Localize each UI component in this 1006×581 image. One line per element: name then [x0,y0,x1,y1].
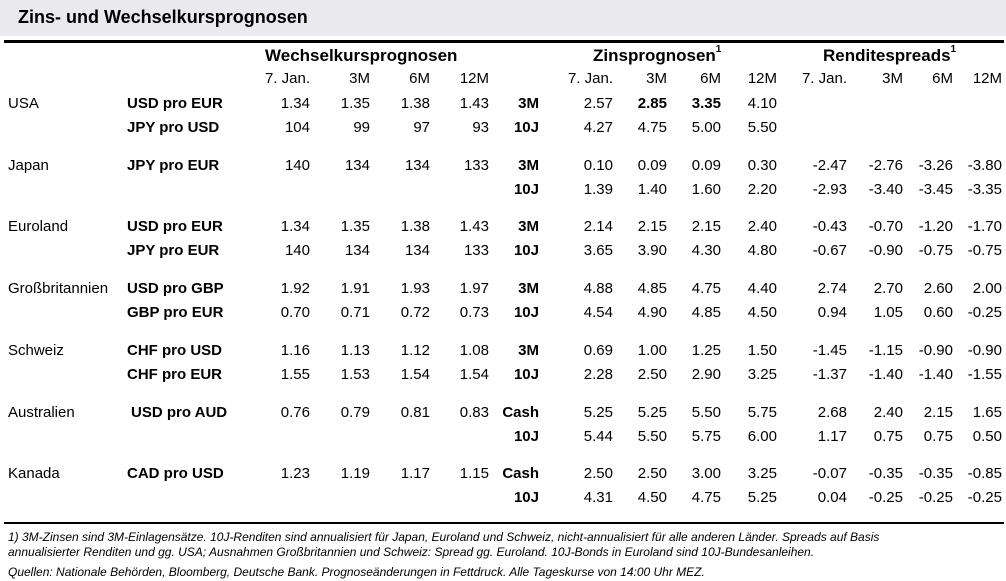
fx-value: 133 [463,242,489,259]
rate-value: 0.10 [583,157,613,174]
spread-value: 2.68 [817,404,847,421]
currency-pair: USD pro EUR [127,218,223,235]
fx-value: 104 [284,119,310,136]
spread-value: 0.94 [817,304,847,321]
rate-value: 5.00 [691,119,721,136]
spread-value: -0.75 [918,242,953,259]
fx-value: 0.72 [400,304,430,321]
page-title: Zins- und Wechselkursprognosen [18,7,308,27]
fx-value: 1.35 [340,218,370,235]
spread-value: -1.55 [967,366,1002,383]
column-header: 6M [409,70,430,87]
footnote-line-1: 1) 3M-Zinsen sind 3M-Einlagensätze. 10J-Renditen sind annualisiert für Japan, Euroland und Schweiz, nicht-annualisiert für alle anderen Länder. Spreads auf Basis [8,530,880,544]
spread-value: -1.15 [868,342,903,359]
rate-value: 0.30 [747,157,777,174]
spread-value: 1.65 [972,404,1002,421]
spread-value: 0.50 [972,428,1002,445]
rate-value: 4.75 [637,119,667,136]
rate-value: 2.15 [691,218,721,235]
rate-value: 5.44 [583,428,613,445]
rate-value: 2.28 [583,366,613,383]
rate-value: 4.10 [747,95,777,112]
spread-value: 2.70 [873,280,903,297]
fx-value: 1.54 [459,366,489,383]
fx-value: 1.23 [280,465,310,482]
spread-value: 0.75 [873,428,903,445]
rate-value: 3.25 [747,465,777,482]
fx-value: 1.38 [400,218,430,235]
spread-value: -0.25 [918,489,953,506]
column-header: 7. Jan. [801,70,847,87]
rate-value: 2.20 [747,181,777,198]
fx-value: 1.43 [459,95,489,112]
spread-value: -0.67 [812,242,847,259]
fx-value: 1.34 [280,218,310,235]
column-header: 6M [932,70,953,87]
rate-value: 5.25 [583,404,613,421]
tenor-label: 3M [518,342,539,359]
section-rates [593,46,721,66]
tenor-label: 10J [513,181,539,198]
fx-value: 1.55 [280,366,310,383]
rate-value: 2.40 [747,218,777,235]
rate-value: 4.80 [747,242,777,259]
fx-value: 99 [353,119,370,136]
bottom-rule [4,522,1004,524]
rate-value: 5.50 [747,119,777,136]
currency-pair: CHF pro USD [127,342,222,359]
section-rates-label: Zinsprognosen [593,46,716,65]
section-spreads-label: Renditespreads [823,46,951,65]
spread-value: -3.26 [918,157,953,174]
spread-value: -2.93 [812,181,847,198]
fx-value: 0.71 [340,304,370,321]
column-header: 3M [349,70,370,87]
top-rule [4,40,1004,43]
column-header: 3M [882,70,903,87]
rate-value: 2.15 [637,218,667,235]
rate-value: 5.25 [637,404,667,421]
rate-value: 4.31 [583,489,613,506]
rate-value: 1.39 [583,181,613,198]
spread-value: -0.90 [967,342,1002,359]
rate-value: 4.54 [583,304,613,321]
currency-pair: USD pro GBP [127,280,224,297]
spread-value: -2.76 [868,157,903,174]
fx-value: 133 [463,157,489,174]
rate-value: 4.85 [637,280,667,297]
country-label: Japan [8,157,49,174]
tenor-label: 10J [513,428,539,445]
column-header: 7. Jan. [264,70,310,87]
spread-value: 0.75 [923,428,953,445]
spread-value: -0.75 [967,242,1002,259]
fx-value: 1.97 [459,280,489,297]
fx-value: 140 [284,157,310,174]
tenor-label: 10J [513,489,539,506]
spread-value: -0.25 [868,489,903,506]
fx-value: 0.81 [400,404,430,421]
fx-value: 0.83 [459,404,489,421]
rate-value: 3.25 [747,366,777,383]
rate-value: 3.00 [691,465,721,482]
rate-value: 2.50 [637,465,667,482]
tenor-label: Cash [502,465,539,482]
fx-value: 1.53 [340,366,370,383]
spread-value: -0.43 [812,218,847,235]
tenor-label: 10J [513,242,539,259]
country-label: Kanada [8,465,60,482]
column-header: 7. Jan. [567,70,613,87]
spread-value: -0.07 [812,465,847,482]
tenor-label: 3M [518,218,539,235]
rate-value: 1.50 [747,342,777,359]
rate-value: 5.50 [691,404,721,421]
country-label: Euroland [8,218,69,235]
country-label: USA [8,95,39,112]
footnote-mark: 1 [950,44,957,56]
spread-value: -2.47 [812,157,847,174]
spread-value: -3.80 [967,157,1002,174]
rate-value: 2.50 [637,366,667,383]
tenor-label: Cash [502,404,539,421]
rate-value: 2.90 [691,366,721,383]
currency-pair: JPY pro USD [127,119,220,136]
rate-value: 6.00 [747,428,777,445]
rate-value: 4.40 [747,280,777,297]
spread-value: -0.90 [918,342,953,359]
rate-value: 4.88 [583,280,613,297]
fx-value: 134 [344,242,370,259]
currency-pair: CAD pro USD [127,465,224,482]
section-spreads [823,46,956,66]
column-header: 6M [700,70,721,87]
fx-value: 1.17 [400,465,430,482]
spread-value: 0.04 [817,489,847,506]
rate-value: 2.50 [583,465,613,482]
footnote-mark: 1 [715,44,722,56]
fx-value: 0.70 [280,304,310,321]
spread-value: 2.15 [923,404,953,421]
fx-value: 1.54 [400,366,430,383]
rate-value: 4.30 [691,242,721,259]
spread-value: -1.40 [868,366,903,383]
rate-value: 1.40 [637,181,667,198]
fx-value: 1.15 [459,465,489,482]
currency-pair: GBP pro EUR [127,304,224,321]
spread-value: 1.05 [873,304,903,321]
fx-value: 1.35 [340,95,370,112]
country-label: Großbritannien [8,280,109,297]
fx-value: 134 [344,157,370,174]
rate-value: 3.65 [583,242,613,259]
spread-value: -3.45 [918,181,953,198]
rate-value: 1.00 [637,342,667,359]
spread-value: -0.25 [967,489,1002,506]
spread-value: 2.74 [817,280,847,297]
column-header: 3M [646,70,667,87]
fx-value: 1.34 [280,95,310,112]
currency-pair: USD pro EUR [127,95,223,112]
spread-value: 2.60 [923,280,953,297]
spread-value: -3.40 [868,181,903,198]
rate-value: 5.75 [691,428,721,445]
spread-value: -0.25 [967,304,1002,321]
fx-value: 1.13 [340,342,370,359]
spread-value: -0.90 [868,242,903,259]
spread-value: -1.45 [812,342,847,359]
fx-value: 140 [284,242,310,259]
rate-value: 4.75 [691,280,721,297]
spread-value: -0.35 [868,465,903,482]
fx-value: 0.79 [340,404,370,421]
currency-pair: CHF pro EUR [127,366,222,383]
rate-value: 3.90 [637,242,667,259]
footnote-line-3: Quellen: Nationale Behörden, Bloomberg, Deutsche Bank. Prognoseänderungen in Fettdruck. Alle Tageskurse von 14:00 Uhr MEZ. [8,565,705,579]
tenor-label: 3M [518,157,539,174]
rate-value: 0.09 [691,157,721,174]
fx-value: 1.08 [459,342,489,359]
fx-value: 1.16 [280,342,310,359]
section-fx [265,46,457,66]
fx-value: 1.43 [459,218,489,235]
rate-value: 5.25 [747,489,777,506]
fx-value: 1.92 [280,280,310,297]
rate-value: 0.09 [637,157,667,174]
rate-value: 4.90 [637,304,667,321]
fx-value: 0.73 [459,304,489,321]
column-header: 12M [747,70,777,87]
rate-value: 4.50 [637,489,667,506]
fx-value: 134 [404,242,430,259]
rate-value: 5.75 [747,404,777,421]
tenor-label: 10J [513,119,539,136]
rate-value: 4.50 [747,304,777,321]
country-label: Australien [8,404,75,421]
fx-value: 97 [413,119,430,136]
fx-value: 1.38 [400,95,430,112]
currency-pair: JPY pro EUR [127,242,220,259]
rate-value: 1.25 [691,342,721,359]
spread-value: -1.37 [812,366,847,383]
tenor-label: 10J [513,366,539,383]
fx-value: 1.91 [340,280,370,297]
rate-value: 2.57 [583,95,613,112]
spread-value: -0.70 [868,218,903,235]
rate-value: 3.35 [691,95,721,112]
fx-value: 1.19 [340,465,370,482]
column-header: 12M [459,70,489,87]
spread-value: -0.35 [918,465,953,482]
rate-value: 4.75 [691,489,721,506]
fx-value: 1.12 [400,342,430,359]
spread-value: -1.70 [967,218,1002,235]
rate-value: 4.85 [691,304,721,321]
section-fx-label: Wechselkursprognosen [265,46,458,65]
rate-value: 4.27 [583,119,613,136]
fx-value: 134 [404,157,430,174]
currency-pair: USD pro AUD [131,404,228,421]
fx-value: 0.76 [280,404,310,421]
fx-value: 93 [472,119,489,136]
tenor-label: 3M [518,95,539,112]
spread-value: 1.17 [817,428,847,445]
spread-value: 0.60 [923,304,953,321]
spread-value: -1.20 [918,218,953,235]
country-label: Schweiz [8,342,64,359]
rate-value: 5.50 [637,428,667,445]
spread-value: -1.40 [918,366,953,383]
rate-value: 2.14 [583,218,613,235]
fx-value: 1.93 [400,280,430,297]
rate-value: 0.69 [583,342,613,359]
spread-value: -3.35 [967,181,1002,198]
spread-value: 2.40 [873,404,903,421]
currency-pair: JPY pro EUR [127,157,220,174]
rate-value: 1.60 [691,181,721,198]
tenor-label: 10J [513,304,539,321]
tenor-label: 3M [518,280,539,297]
footnote-line-2: annualisierter Renditen und gg. USA; Ausnahmen Großbritannien und Schweiz: Spread gg. Euroland. 10J-Bonds in Euroland sind 10J-Bundesanleihen. [8,545,815,559]
spread-value: 2.00 [972,280,1002,297]
spread-value: -0.85 [967,465,1002,482]
rate-value: 2.85 [637,95,667,112]
column-header: 12M [972,70,1002,87]
